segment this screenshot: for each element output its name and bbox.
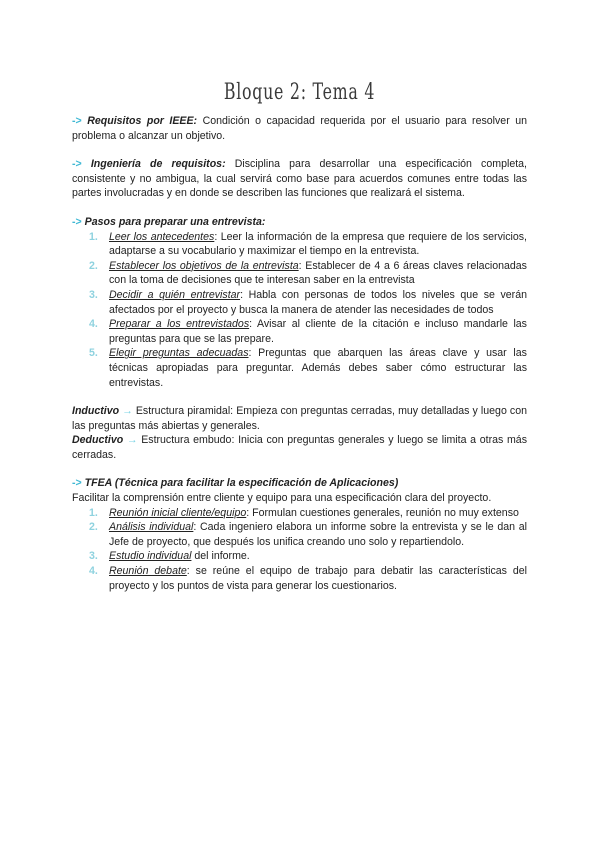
list-item <box>72 506 527 521</box>
arrow-icon: -> <box>72 477 82 490</box>
inductivo-term: Inductivo <box>72 405 120 418</box>
list-number: 5. <box>89 347 98 360</box>
pasos-heading <box>72 215 527 230</box>
deductivo-text: Estructura embudo: Inicia con preguntas generales y luego se limita a otras más cerradas. <box>72 434 528 461</box>
pasos-list <box>72 230 527 391</box>
list-item-text: : Habla con personas de todos los niveles que se verán afectados por el proyecto y busca la manera de atender las necesidades de todos <box>109 288 527 316</box>
list-item-label: Leer los antecedentes <box>109 230 215 243</box>
requisitos-paragraph <box>72 114 527 143</box>
list-item-text: : Preguntas que abarquen las áreas clave y usar las técnicas apropiadas para preguntar. Además debes saber cómo estructurar las entrevistas. <box>109 347 527 389</box>
inductivo-text: Estructura piramidal: Empieza con preguntas cerradas, muy detalladas y luego con las preguntas más abiertas y generales. <box>72 405 527 432</box>
list-number: 1. <box>89 230 98 243</box>
ingenieria-text: Disciplina para desarrollar una especificación completa, consistente y no ambigua, la cual servirá como base para acuerdos comunes entre todas las partes involucradas y en donde se describen las funciones que realizará el sistema. <box>72 158 527 200</box>
list-item-label: Decidir a quién entrevistar <box>109 288 241 301</box>
list-item-text: : se reúne el equipo de trabajo para debatir las características del proyecto y los puntos de vista para generar los cuestionarios. <box>109 565 527 592</box>
list-number: 1. <box>89 506 98 519</box>
document-page <box>72 72 527 593</box>
list-number: 4. <box>89 565 98 578</box>
list-item-label: Reunión debate <box>109 565 187 578</box>
arrow-icon: -> <box>72 215 82 228</box>
pasos-heading-text: Pasos para preparar una entrevista: <box>84 215 266 228</box>
list-number: 2. <box>89 521 98 534</box>
list-item <box>72 346 527 390</box>
list-number: 3. <box>89 550 98 563</box>
list-item-label: Preparar a los entrevistados <box>109 318 250 331</box>
list-item-label: Establecer los objetivos de la entrevista <box>109 259 299 272</box>
list-item <box>72 288 527 317</box>
tfea-list <box>72 506 527 594</box>
list-item-label: Análisis individual <box>109 521 194 534</box>
list-item <box>72 259 527 288</box>
list-number: 2. <box>89 259 98 272</box>
requisitos-term: Requisitos por IEEE: <box>87 115 198 127</box>
ingenieria-term: Ingeniería de requisitos: <box>90 158 226 171</box>
list-item-text: : Avisar al cliente de la citación e incluso mandarle las preguntas para que se las prepare. <box>109 318 527 345</box>
list-item-text: del informe. <box>191 550 250 563</box>
list-item <box>72 549 527 564</box>
inductivo-paragraph <box>72 404 527 433</box>
arrow-right-icon: → <box>126 434 138 447</box>
requisitos-text: Condición o capacidad requerida por el usuario para resolver un problema o alcanzar un objetivo. <box>72 115 528 142</box>
tfea-heading <box>72 476 527 491</box>
list-number: 4. <box>89 318 98 331</box>
ingenieria-paragraph <box>72 157 527 201</box>
list-item-text: : Establecer de 4 a 6 áreas claves relacionadas con la toma de decisiones que te interesan saber en la entrevista <box>109 259 527 287</box>
list-item <box>72 317 527 346</box>
arrow-right-icon: → <box>122 405 133 418</box>
tfea-intro: Facilitar la comprensión entre cliente y equipo para una especificación clara del proyecto. <box>72 492 492 505</box>
arrow-icon: -> <box>72 115 82 127</box>
list-item <box>72 230 527 259</box>
deductivo-paragraph <box>72 433 527 462</box>
list-item-text: : Cada ingeniero elabora un informe sobre la entrevista y se le dan al Jefe de proyecto, que después los unifica creando uno solo y repartiendolo. <box>109 521 528 548</box>
arrow-icon: -> <box>72 158 82 171</box>
list-item-label: Elegir preguntas adecuadas <box>109 347 249 360</box>
tfea-heading-text: TFEA (Técnica para facilitar la especificación de Aplicaciones) <box>84 477 399 490</box>
deductivo-term: Deductivo <box>72 434 124 447</box>
list-item <box>72 520 527 549</box>
list-item-label: Reunión inicial cliente/equipo <box>109 506 247 519</box>
list-item-text: : Formulan cuestiones generales, reunión no muy extenso <box>246 506 519 519</box>
list-item <box>72 564 527 593</box>
page-title: Bloque 2: Tema 4 <box>223 80 376 105</box>
list-item-label: Estudio individual <box>109 550 192 563</box>
list-item-text: : Leer la información de la empresa que requiere de los servicios, adaptarse a su vocabulario y maximizar el tiempo en la entrevista. <box>109 230 528 258</box>
list-number: 3. <box>89 288 98 301</box>
